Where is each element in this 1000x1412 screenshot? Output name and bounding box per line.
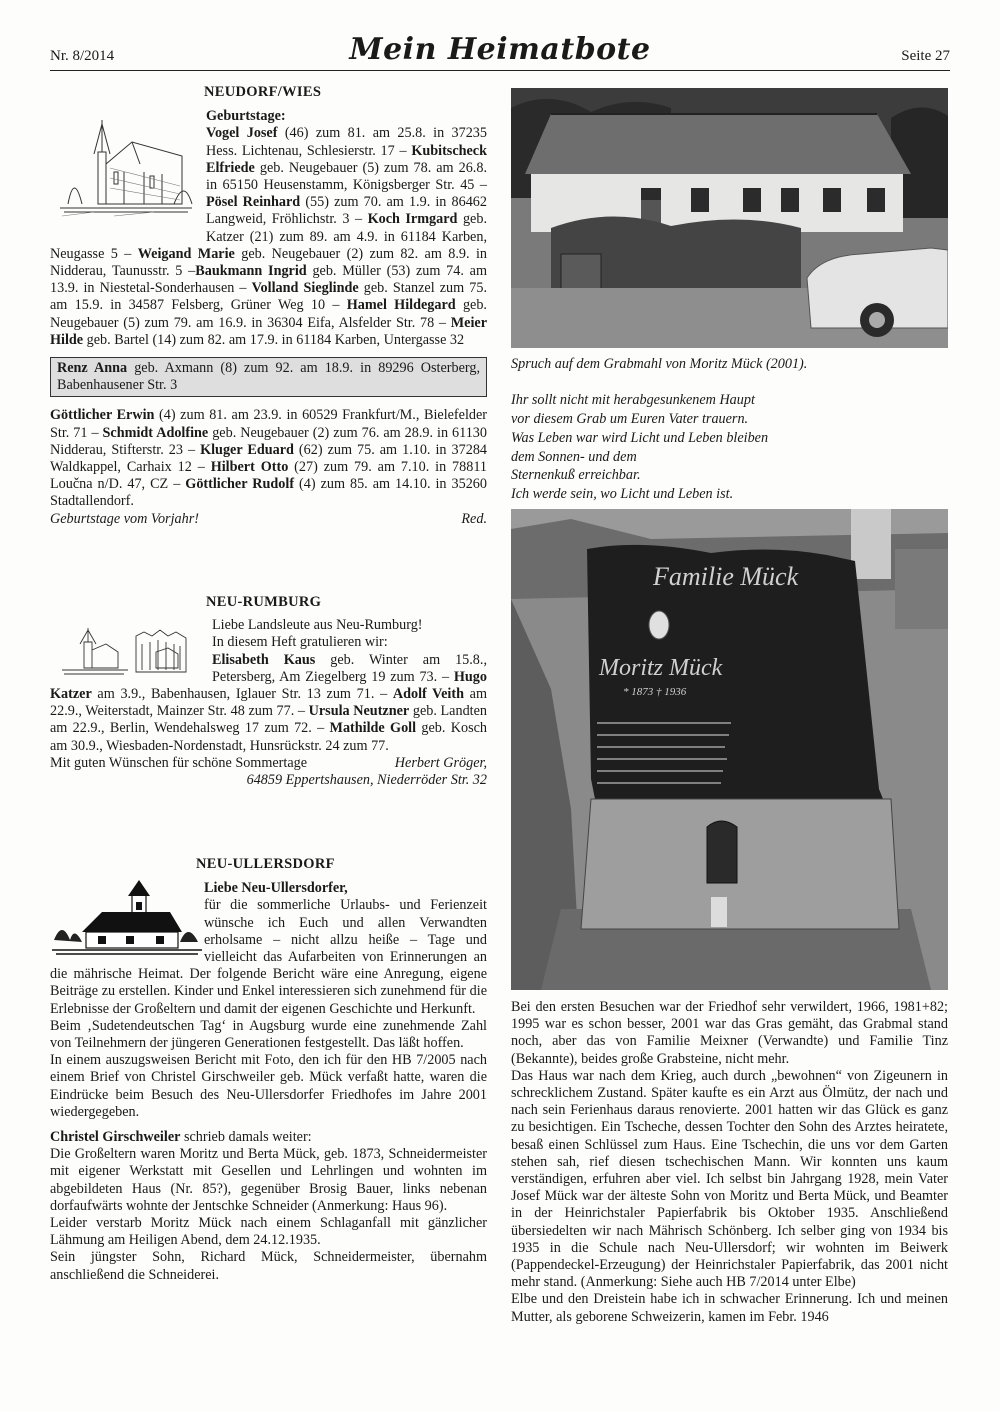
report-text	[511, 999, 948, 1326]
paragraph: Elbe und den Dreistein habe ich in schwacher Erinnerung. Ich und meinen Mutter, als geborene Schweizerin, kamen im Febr. 1946	[511, 1291, 948, 1325]
section-title: NEU-ULLERSDORF	[196, 856, 335, 872]
epitaph-poem	[511, 391, 948, 504]
paragraph: Beim ‚Sudetendeutschen Tag‘ in Augsburg wurde eine zunehmende Zahl von Teilnehmern der jüngeren Generationen festgestellt. Das läßt hoffen.	[50, 1017, 487, 1052]
neudorf-footer	[50, 511, 487, 528]
signature: Red.	[461, 510, 487, 527]
birthdays-label: Geburtstage:	[206, 108, 286, 125]
float-spacer	[50, 880, 204, 966]
section-ullersdorf	[50, 856, 487, 1284]
paragraph: Die Großeltern waren Moritz und Berta Mück, geb. 1873, Schneidermeister mit eigener Werkstatt mit Gesellen und Lehrlingen und wohnten im abgebildeten Haus (Nr. 85?), gegenüber Brosig Bauer, links nebenan dorfaufwärts wohnte der Jentschke Schneider (Anmerkung: Haus 96).	[50, 1146, 487, 1214]
paragraph: Leider verstarb Moritz Mück nach einem Schlaganfall mit gänzlicher Lähmung am Heiligen Abend, dem 24.12.1935.	[50, 1215, 487, 1249]
masthead-logo: Mein Heimatbote	[349, 32, 651, 67]
neudorf-birthdays	[50, 108, 487, 349]
paragraph: In einem auszugsweisen Bericht mit Foto, den ich für den HB 7/2005 nach einem Brief von Christel Girschweiler geb. Mück verfaßt hatte, waren die Eindrücke beim Besuch des Neu-Ullersdorfer Friedhofes im Jahre 2001 wiedergegeben.	[50, 1052, 487, 1120]
greeting: Liebe Landsleute aus Neu-Rumburg!	[212, 617, 423, 634]
poem-line: Ihr sollt nicht mit herabgesunkenem Haupt	[511, 392, 755, 409]
stone-dates-text: * 1873 † 1936	[623, 686, 687, 698]
author-address: 64859 Eppertshausen, Niederröder Str. 32	[246, 772, 487, 789]
paragraph: Bei den ersten Besuchen war der Friedhof sehr verwildert, 1966, 1981+82; 1995 war es schon besser, 2001 war das Gras gemäht, das Grabmal stand noch, aber das von Familie Meixner (Verwandte) und Familie Tinz (Bekannte), beides große Grabsteine, nicht mehr.	[511, 999, 948, 1067]
closing: Mit guten Wünschen für schöne Sommertage	[50, 754, 308, 771]
poem-line: Was Leben war wird Licht und Leben bleiben	[511, 429, 769, 446]
birthday-list-2: Göttlicher Erwin (4) zum 81. am 23.9. in 60529 Frankfurt/M., Bielefelder Str. 71 – Schmidt Adolfine geb. Neugebauer (2) zum 76. am 28.9. in 61130 Nidderau, Stifterstr. 23 – Kluger Eduard (62) zum 75. am 1.10. in 37284 Waldkappel, Carhaix 12 – Hilbert Otto (27) zum 79. am 7.10. in 78811 Loučna n/D. 47, CZ – Göttlicher Rudolf (4) zum 85. am 14.10. in 35260 Stadtallendorf.	[50, 407, 488, 510]
photo-caption-area	[511, 356, 948, 504]
poem-line: Sternenkuß erreichbar.	[511, 467, 641, 484]
paragraph: Sein jüngster Sohn, Richard Mück, Schneidermeister, übernahm anschließend die Schneiderei.	[50, 1249, 487, 1283]
stone-family-text: Familie Mück	[653, 562, 799, 591]
poem-line: Ich werde sein, wo Licht und Leben ist.	[511, 486, 734, 503]
rumburg-body	[50, 617, 487, 755]
issue-number: Nr. 8/2014	[50, 48, 115, 64]
congrats-list: Elisabeth Kaus geb. Winter am 15.8., Petersberg, Am Ziegelberg 19 zum 73. – Hugo Katzer am 3.9., Babenhausen, Iglauer Str. 13 zum 71. – Adolf Veith am 22.9., Weiterstadt, Mainzer Str. 48 zum 77. – Ursula Neutzner geb. Landten am 22.9., Berlin, Wendehalsweg 17 zum 72. – Mathilde Goll geb. Kosch am 30.9., Wiesbaden-Nordenstadt, Hunsrückstr. 24 zum 77.	[50, 651, 487, 754]
page-header	[50, 32, 950, 71]
author: Herbert Gröger,	[394, 754, 487, 771]
birthday-list-1: Vogel Josef (46) zum 81. am 25.8. in 37235 Hess. Lichtenau, Schlesierstr. 17 – Kubitscheck Elfriede geb. Neugebauer (5) zum 78. am 26.8. in 65150 Heusenstamm, Königsberger Str. 45 – Pösel Reinhard (55) zum 70. am 1.9. in 86462 Langweid, Fröhlichstr. 3 – Koch Irmgard geb. Katzer (21) zum 89. am 4.9. in 61184 Karben, Neugasse 5 – Weigand Marie geb. Neugebauer (2) zum 82. am 8.9. in Nidderau, Taunusstr. 5 –Baukmann Ingrid geb. Müller (53) zum 74. am 13.9. in Niestetal-Sonderhausen – Volland Sieglinde geb. Stanzel zum 75. am 15.9. in 34587 Felsberg, Grüner Weg 10 – Hamel Hildegard geb. Neugebauer (5) zum 79. am 16.9. in 36304 Eifa, Alsfelder Str. 78 – Meier Hilde geb. Bartel (14) zum 82. am 17.9. in 61184 Karben, Untergasse 32	[50, 125, 487, 348]
stone-name-text: Moritz Mück	[599, 655, 723, 681]
ullersdorf-body	[50, 880, 487, 1018]
photo-caption: Spruch auf dem Grabmahl von Moritz Mück (2001).	[511, 356, 808, 372]
house-photo	[511, 88, 948, 348]
intro: In diesem Heft gratulieren wir:	[212, 634, 388, 651]
note: Geburtstage vom Vorjahr!	[50, 510, 199, 527]
paragraph: Das Haus war nach dem Krieg, auch durch „bewohnen“ von Zigeunern in schrecklichem Zustand. Später kaufte es ein Arzt aus Ölmütz, der nach und nach sein Ferienhaus daraus renovierte. 2001 hatten wir das Glück es ganz zu besichtigen. Ein Tscheche, dessen Tochter den Sohn des Arztes heiratete, besaß einen Schlüssel zum Haus. Eine Tschechin, die uns vor dem Garten stehen sah, rief diesen tschechischen Mann. Wir konnten uns kaum verständigen, erfuhren aber viel. Ich selbst bin Jahrgang 1928, mein Vater Josef Mück war der älteste Sohn von Moritz und Berta Mück, und Beamter in der Heinrichstaler Papierfabrik bis Oktober 1935. Anschließend übersiedelten wir nach Mährisch Schönberg. Ich selber ging von 1934 bis 1935 in die Schule nach Neu-Ullersdorf; wir wohnten im Beiwerk (Pappendeckel-Erzeugung) der Heinrichstaler Papierfabrik, das 2001 nicht mehr stand. (Anmerkung: Siehe auch HB 7/2014 unter Elbe)	[511, 1067, 948, 1291]
float-spacer	[50, 108, 206, 234]
poem-line: vor diesem Grab um Euren Vater trauern.	[511, 411, 749, 427]
section-rumburg	[50, 594, 487, 789]
paragraph: Christel Girschweiler schrieb damals weiter:	[50, 1129, 312, 1146]
page-number: Seite 27	[901, 48, 950, 64]
section-title: NEUDORF/WIES	[204, 84, 322, 100]
paragraph: für die sommerliche Urlaubs- und Ferienzeit wünsche ich Euch und allen Verwandten erholsame – nicht allzu heiße – Tage und vielleicht das Aufarbeiten von Erinnerungen an die mährische Heimat. Der folgende Bericht wäre eine Anregung, eigene Beiträge zu erstellen. Kinder und Enkel interessieren sich zunehmend für die Erlebnisse der Großeltern und damit der eigenen Geschichte und Herkunft.	[50, 897, 487, 1017]
gravestone-photo	[511, 509, 948, 990]
section-neudorf	[50, 84, 487, 528]
poem-line: dem Sonnen- und dem	[511, 448, 637, 465]
rumburg-closing	[50, 755, 487, 772]
float-spacer	[50, 617, 212, 685]
section-title: NEU-RUMBURG	[206, 594, 322, 610]
greeting: Liebe Neu-Ullersdorfer,	[204, 880, 348, 897]
highlight-box: Renz Anna geb. Axmann (8) zum 92. am 18.9. in 89296 Osterberg, Babenhausener Str. 3	[50, 357, 487, 397]
